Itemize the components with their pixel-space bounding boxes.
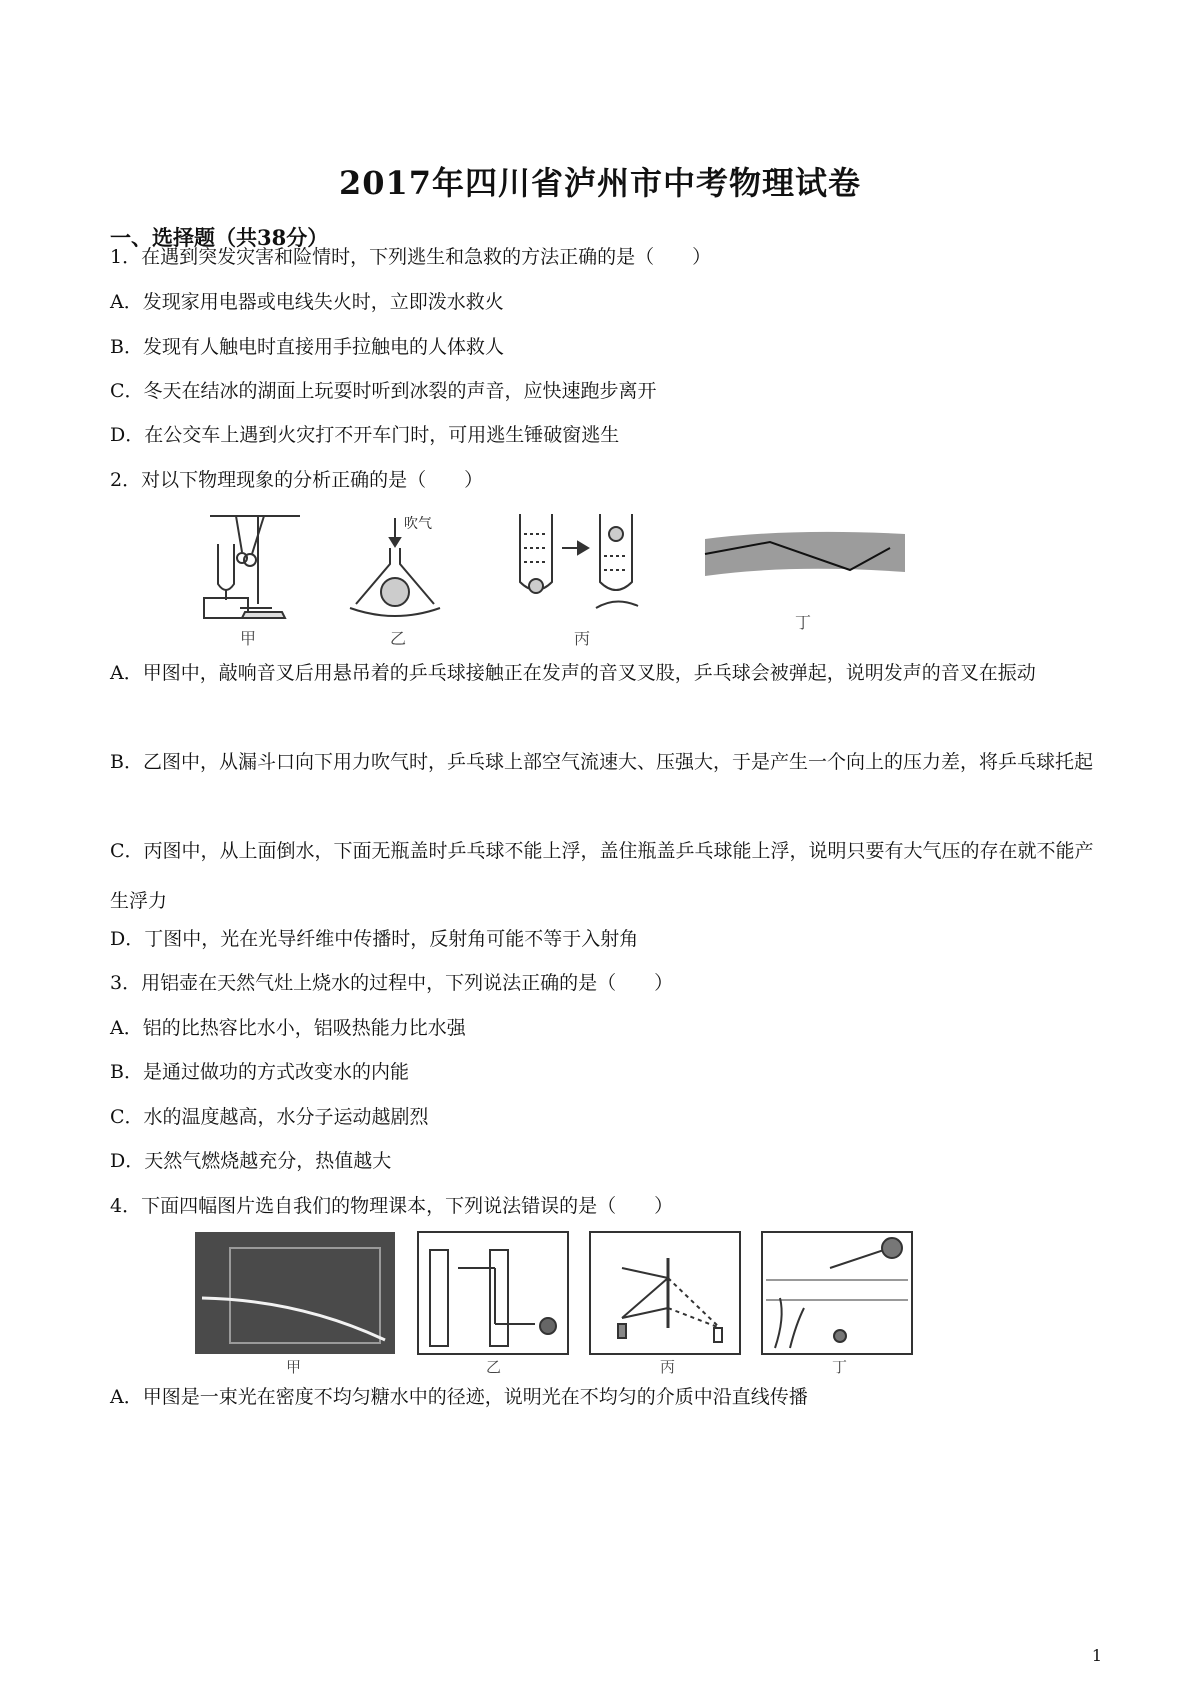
fig4-label-bing: 丙 [660, 1358, 676, 1376]
sugar-water-light-path [195, 1232, 395, 1354]
funnel-diagram [350, 518, 440, 616]
question-3-option-b: B．是通过做功的方式改变水的内能 [110, 1061, 409, 1083]
fig4-label-ding: 丁 [832, 1358, 848, 1376]
fig4-label-jia: 甲 [286, 1358, 302, 1376]
question-4-option-a: A．甲图是一束光在密度不均匀糖水中的径迹，说明光在不均匀的介质中沿直线传播 [110, 1386, 808, 1408]
question-2-option-b: B．乙图中，从漏斗口向下用力吹气时，乒乓球上部空气流速大、压强大，于是产生一个向上的压力差，将乒乓球托起 [110, 751, 1093, 773]
page-number: 1 [1091, 1646, 1102, 1665]
bottle-diagram [520, 514, 638, 608]
question-1-option-c: C．冬天在结冰的湖面上玩耍时听到冰裂的声音，应快速跑步离开 [110, 380, 657, 402]
section-heading: 一、选择题（共38分） [110, 225, 329, 250]
question-3-option-a: A．铝的比热容比水小，铝吸热能力比水强 [110, 1017, 466, 1039]
question-2-option-a: A．甲图中，敲响音叉后用悬吊着的乒乓球接触正在发声的音叉叉股，乒乓球会被弹起，说明发声的音叉在振动 [110, 662, 1036, 684]
fig2-label-ding: 丁 [795, 613, 812, 632]
question-4-stem: 4．下面四幅图片选自我们的物理课本，下列说法错误的是（ ） [110, 1195, 674, 1217]
water-refraction-diagram [762, 1232, 912, 1354]
question-3-option-d: D．天然气燃烧越充分，热值越大 [110, 1150, 392, 1172]
optical-fiber-diagram [705, 532, 905, 576]
question-2-option-d: D．丁图中，光在光导纤维中传播时，反射角可能不等于入射角 [110, 928, 639, 950]
question-2-stem: 2．对以下物理现象的分析正确的是（ ） [110, 469, 484, 491]
question-2-figure [190, 504, 1000, 654]
question-3-stem: 3．用铝壶在天然气灶上烧水的过程中，下列说法正确的是（ ） [110, 972, 674, 994]
page-title: 2017年四川省泸州市中考物理试卷 [338, 164, 862, 202]
question-1-option-a: A．发现家用电器或电线失火时，立即泼水救火 [110, 291, 504, 313]
question-1-option-d: D．在公交车上遇到火灾打不开车门时，可用逃生锤破窗逃生 [110, 424, 620, 446]
tuning-fork-diagram [204, 516, 300, 618]
plane-mirror-diagram [590, 1232, 740, 1354]
fig4-label-yi: 乙 [486, 1358, 502, 1376]
fig2-label-bing: 丙 [574, 629, 591, 648]
question-2-option-c: C．丙图中，从上面倒水，下面无瓶盖时乒乓球不能上浮，盖住瓶盖乒乓球能上浮，说明只要有大气压的存在就不能产生浮力 [110, 840, 1094, 912]
question-4-figure [190, 1228, 920, 1376]
fig2-label-yi: 乙 [390, 629, 407, 648]
question-1-option-b: B．发现有人触电时直接用手拉触电的人体救人 [110, 336, 504, 358]
question-1-stem: 1．在遇到突发灾害和险情时，下列逃生和急救的方法正确的是（ ） [110, 246, 712, 268]
fig2-label-jia: 甲 [240, 629, 257, 648]
periscope-diagram [418, 1232, 568, 1354]
blow-label: 吹气 [404, 516, 432, 532]
question-3-option-c: C．水的温度越高，水分子运动越剧烈 [110, 1106, 429, 1128]
